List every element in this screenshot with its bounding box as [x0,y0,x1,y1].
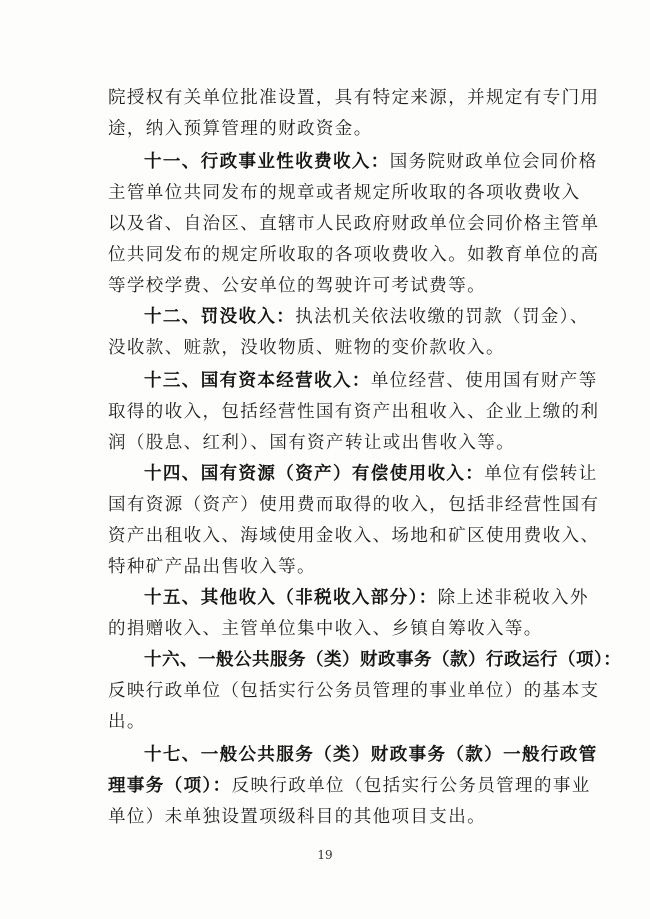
section-11-text: 国务院财政单位会同价格 [389,152,598,172]
section-16-line-2: 反映行政单位（包括实行公务员管理的事业单位）的基本支 [108,681,600,701]
section-16-line-1 [144,649,621,671]
section-11-heading: 十一、行政事业性收费收入： [144,152,390,172]
section-17-line-1 [144,744,598,766]
intro-line-1: 院授权有关单位批准设置，具有特定来源，并规定有专门用 [108,88,600,108]
section-17-heading: 十七、一般公共服务（类）财政事务（款）一般行政管 [144,745,598,765]
section-14-line-1 [144,463,598,485]
section-17-text: 反映行政单位（包括实行公务员管理的事业 [231,776,591,796]
section-12-line-2: 没收款、赃款，没收物质、赃物的变价款收入。 [108,338,505,358]
section-17-heading-cont: 理事务（项）： [108,776,232,796]
section-11-line-5: 等学校学费、公安单位的驾驶许可考试费等。 [108,276,486,296]
section-12-text: 执法机关依法收缴的罚款（罚金）、 [295,307,589,327]
section-16-heading: 十六、一般公共服务（类）财政事务（款）行政运行（项）： [144,650,622,670]
section-14-line-4: 特种矿产品出售收入等。 [108,557,316,577]
section-11-line-1 [144,151,598,173]
section-15-line-2: 的捐赠收入、主管单位集中收入、乡镇自筹收入等。 [108,619,543,639]
section-17-line-2 [108,775,591,797]
section-13-heading: 十三、国有资本经营收入： [144,371,371,391]
section-11-line-2: 主管单位共同发布的规章或者规定所收取的各项收费收入 [108,183,581,203]
section-14-line-3: 资产出租收入、海域使用金收入、场地和矿区使用费收入、 [108,526,600,546]
section-15-heading: 十五、其他收入（非税收入部分）： [144,588,438,608]
section-14-text: 单位有偿转让 [484,464,598,484]
section-15-line-1 [144,587,589,609]
section-11-line-3: 以及省、自治区、直辖市人民政府财政单位会同价格主管单 [108,214,600,234]
section-15-text: 除上述非税收入外 [437,588,589,608]
section-14-line-2: 国有资源（资产）使用费而取得的收入，包括非经营性国有 [108,495,600,515]
section-12-line-1 [144,306,589,328]
section-13-line-3: 润（股息、红利）、国有资产转让或出售收入等。 [108,433,516,453]
section-13-line-1 [144,370,598,392]
section-16-line-3: 出。 [108,712,146,732]
intro-line-2: 途，纳入预算管理的财政资金。 [108,119,373,139]
section-14-heading: 十四、国有资源（资产）有偿使用收入： [144,464,485,484]
section-11-line-4: 位共同发布的规定所收取的各项收费收入。如教育单位的高 [108,245,600,265]
section-13-line-2: 取得的收入，包括经营性国有资产出租收入、企业上缴的利 [108,402,600,422]
section-17-line-3: 单位）未单独设置项级科目的其他项目支出。 [108,807,486,827]
section-13-text: 单位经营、使用国有财产等 [370,371,598,391]
page-number: 19 [317,848,333,862]
section-12-heading: 十二、罚没收入： [144,307,296,327]
